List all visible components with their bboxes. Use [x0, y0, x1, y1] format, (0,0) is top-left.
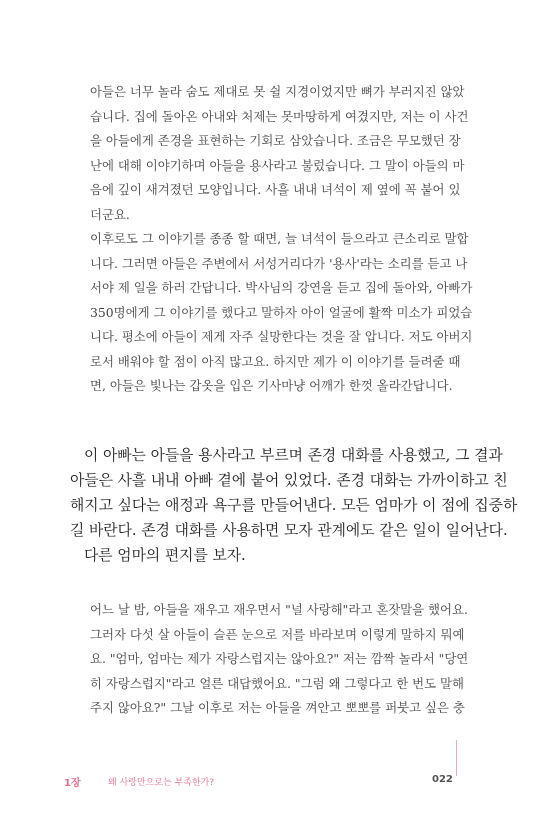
letter-line: 아들은 너무 놀라 숨도 제대로 못 쉴 지경이었지만 뼈가 부러지진 않았	[90, 84, 465, 99]
chapter-title: 왜 사랑만으로는 부족한가?	[108, 778, 215, 788]
letter-line: 더군요.	[90, 206, 130, 222]
quoted-letter-1	[90, 80, 473, 399]
letter-line: 난에 대해 이야기하며 아들을 용사라고 불렀습니다. 그 말이 아들의 마	[90, 157, 465, 173]
letter-line: 을 아들에게 존경을 표현하는 기회로 삼았습니다. 조금은 무모했던 장	[90, 133, 461, 148]
body-line: 해지고 싶다는 애정과 욕구를 만들어낸다. 모든 엄마가 이 점에 집중하	[70, 497, 518, 514]
letter-line: 주지 않아요?" 그날 이후로 저는 아들을 껴안고 뽀뽀를 퍼붓고 싶은 충	[90, 700, 465, 715]
letter-line: 그러자 다섯 살 아들이 슬픈 눈으로 저를 바라보며 이렇게 말하지 뭐예	[90, 626, 465, 642]
letter-line: 로서 배워야 할 점이 아직 많고요. 하지만 제가 이 이야기를 들려줄 때	[90, 353, 461, 369]
letter-line: 350명에게 그 이야기를 했다고 말하자 아이 얼굴에 활짝 미소가 피었습	[90, 304, 473, 320]
page-footer	[0, 770, 550, 790]
letter-line: 면, 아들은 빛나는 갑옷을 입은 기사마냥 어깨가 한껏 올라간답니다.	[90, 378, 453, 393]
letter-line: 어느 날 밤, 아들을 재우고 재우면서 "널 사랑해"라고 혼잣말을 했어요.	[90, 602, 468, 617]
letter-line: 서야 제 일을 하러 간답니다. 박사님의 강연을 듣고 집에 돌아와, 아빠가	[90, 280, 473, 295]
letter-line: 이후로도 그 이야기를 종종 할 때면, 늘 녀석이 들으라고 큰소리로 말합	[90, 231, 469, 246]
letter-line: 니다. 평소에 아들이 제게 자주 실망한다는 것을 잘 압니다. 저도 아버지	[90, 329, 473, 344]
letter-line: 음에 깊이 새겨졌던 모양입니다. 사흘 내내 녀석이 제 옆에 꼭 붙어 있	[90, 182, 461, 197]
body-line: 이 아빠는 아들을 용사라고 부르며 존경 대화를 사용했고, 그 결과	[84, 447, 503, 464]
body-line: 다른 엄마의 편지를 보자.	[84, 547, 246, 564]
body-line: 아들은 사흘 내내 아빠 곁에 붙어 있었다. 존경 대화는 가까이하고 친	[70, 472, 508, 489]
main-body-text	[70, 443, 518, 568]
page-number: 022	[432, 774, 453, 785]
quoted-letter-2	[90, 598, 469, 721]
letter-line: 히 자랑스럽지"라고 얼른 대답했어요. "그럼 왜 그렇다고 한 번도 말해	[90, 675, 464, 691]
letter-line: 요. "엄마, 엄마는 제가 자랑스럽지는 않아요?" 저는 깜짝 놀라서 "당연	[90, 651, 469, 666]
letter-line: 니다. 그러면 아들은 주변에서 서성거리다가 '용사'라는 소리를 듣고 나	[90, 255, 468, 271]
body-line: 길 바란다. 존경 대화를 사용하면 모자 관계에도 같은 일이 일어난다.	[70, 522, 508, 539]
letter-line: 습니다. 집에 돌아온 아내와 처제는 못마땅하게 여겼지만, 저는 이 사건	[90, 108, 469, 124]
chapter-label: 1장	[64, 778, 81, 789]
